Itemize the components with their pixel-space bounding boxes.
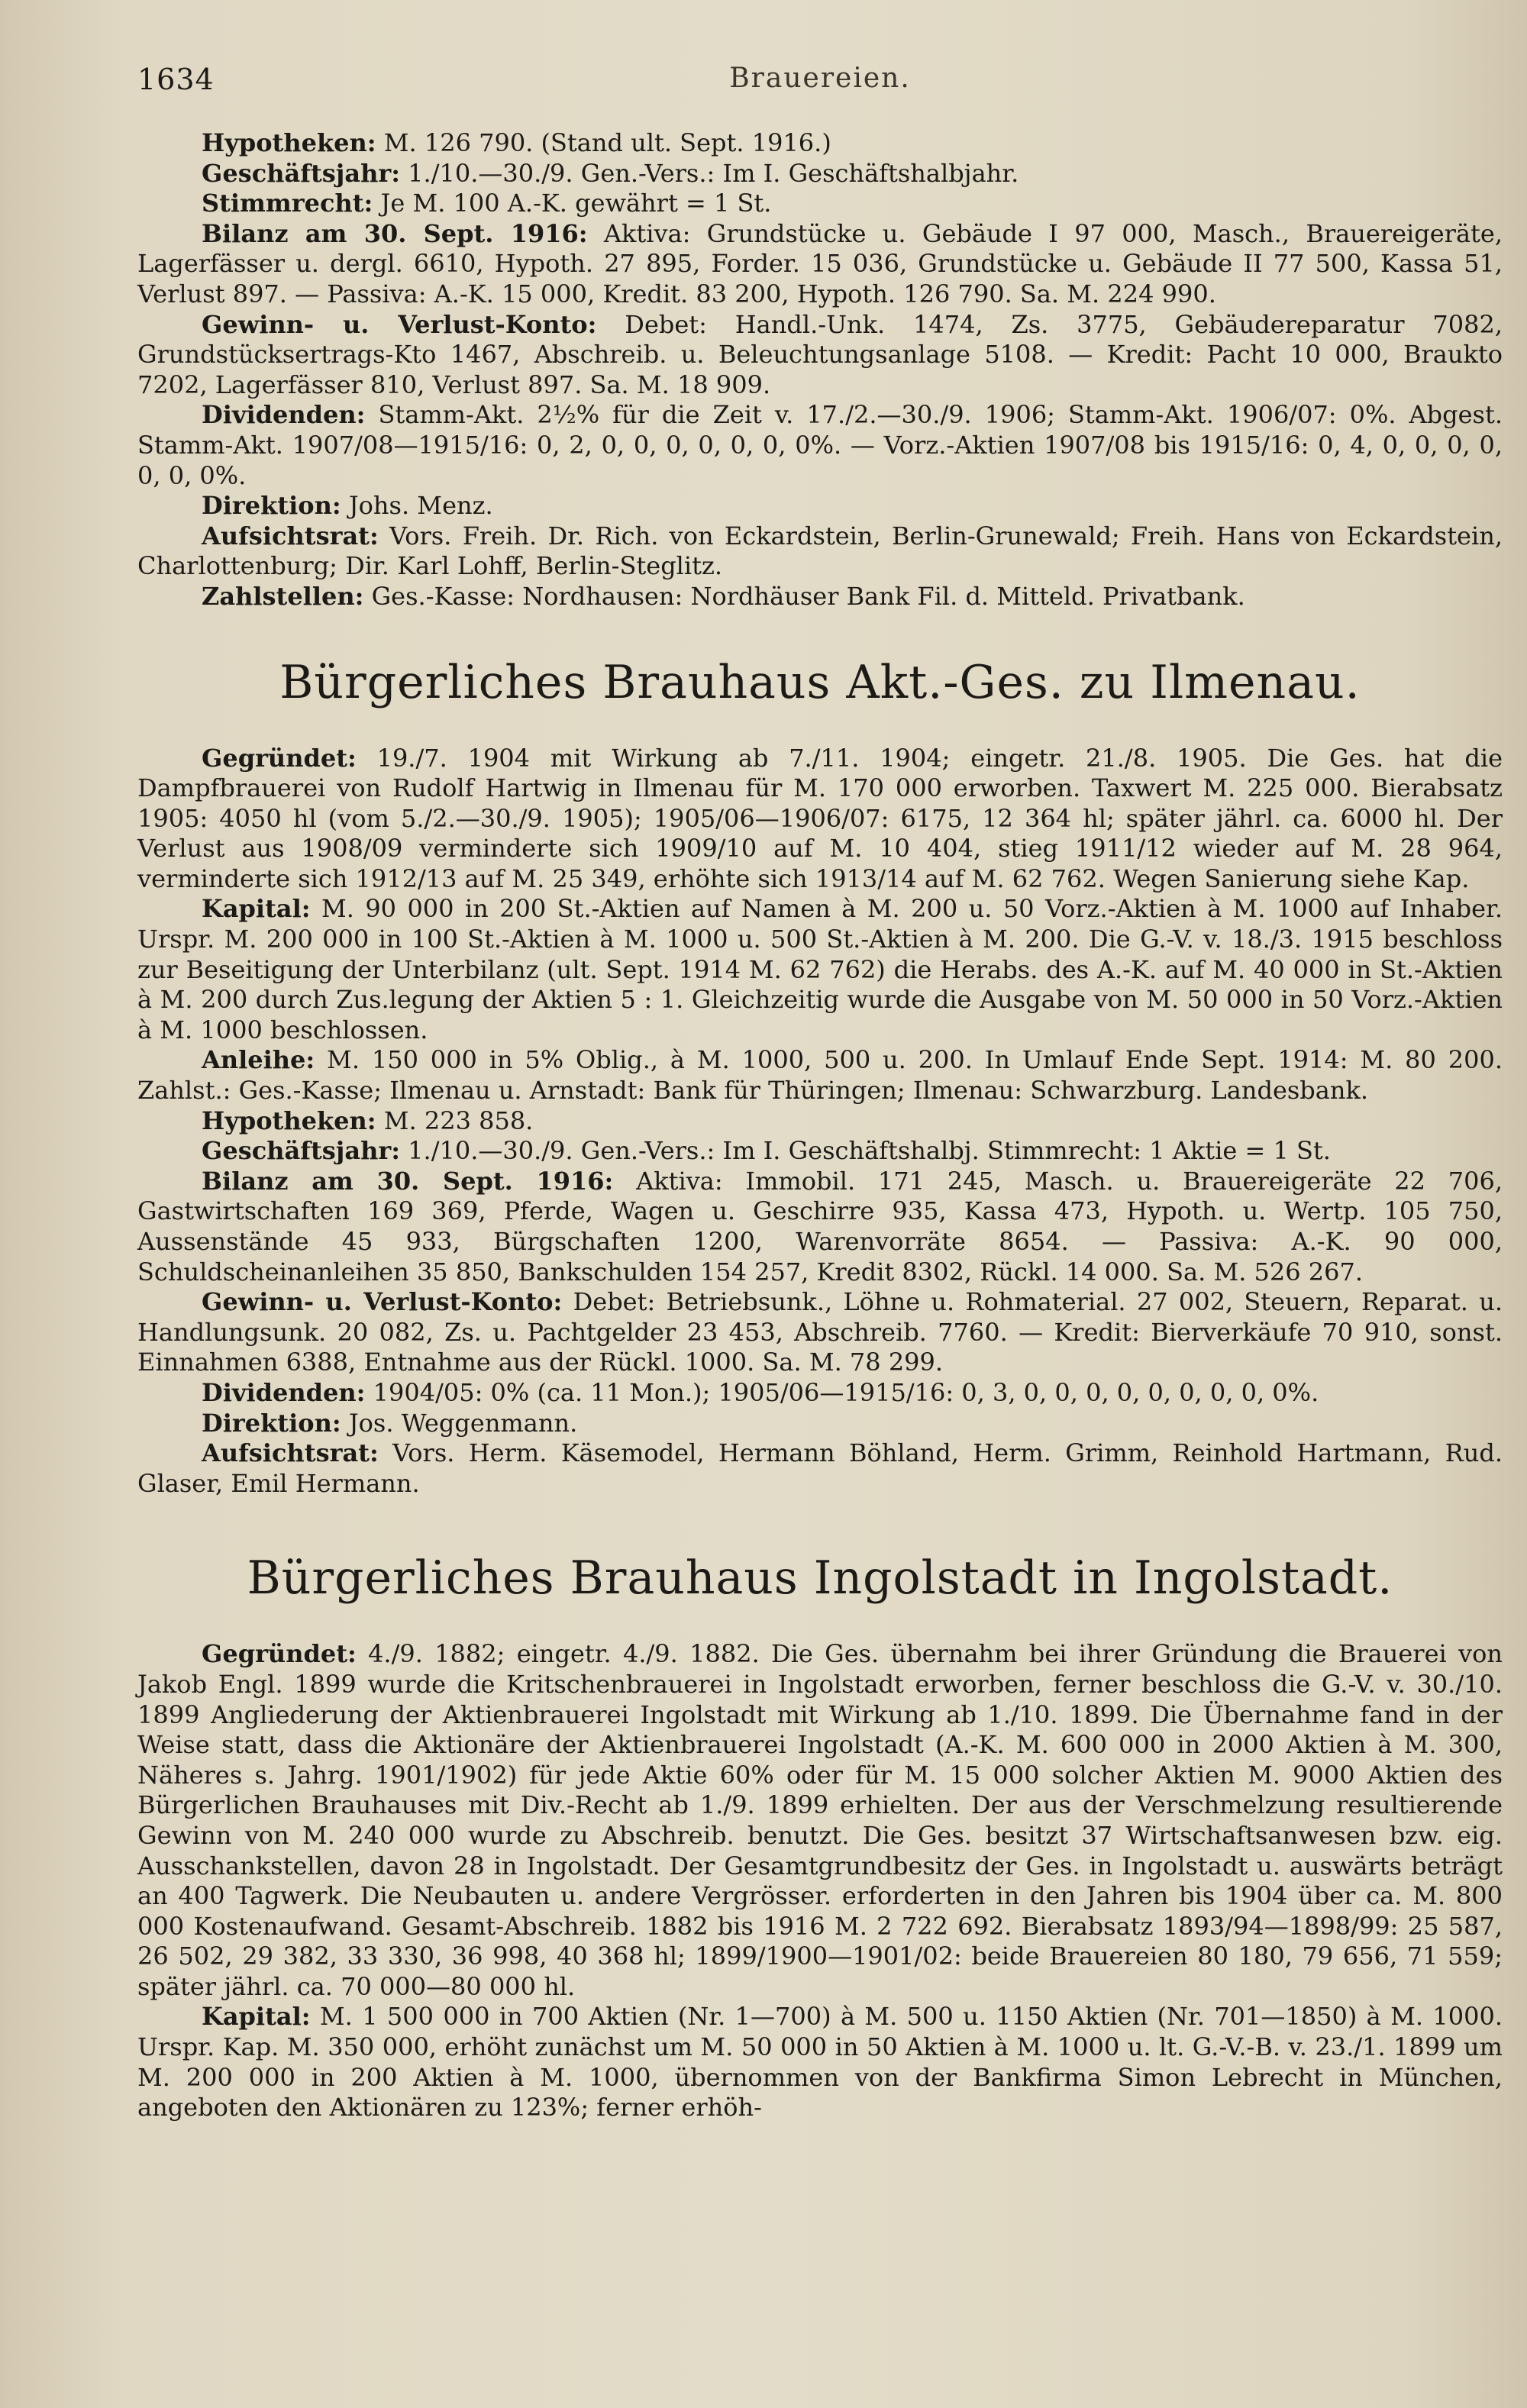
entry-kapital	[137, 2002, 1503, 2122]
section-company-ilmenau	[137, 652, 1503, 1499]
entry-label: Dividenden:	[202, 1377, 366, 1407]
entry-label: Geschäftsjahr:	[202, 158, 400, 188]
entry-geschaeftsjahr	[137, 159, 1503, 189]
entry-dividenden	[137, 400, 1503, 491]
company-title-ingolstadt: Bürgerliches Brauhaus Ingolstadt in Ingolstadt.	[247, 1551, 1393, 1606]
entry-label: Direktion:	[202, 491, 341, 521]
entry-hypotheken	[137, 128, 1503, 159]
entry-gegruendet	[137, 1639, 1503, 2002]
entry-text: Jos. Weggenmann.	[341, 1408, 578, 1438]
entry-label: Dividenden:	[202, 400, 366, 430]
entry-label: Hypotheken:	[202, 128, 376, 157]
running-header	[137, 63, 1503, 116]
entry-text: Ges.-Kasse: Nordhausen: Nordhäuser Bank Fil. d. Mitteld. Privatbank.	[363, 581, 1245, 611]
entry-aufsichtsrat	[137, 1438, 1503, 1499]
entry-label: Bilanz am 30. Sept. 1916:	[202, 1166, 614, 1196]
entry-text: Debet: Handl.-Unk. 1474, Zs. 3775, Gebäudereparatur 7082, Grundstücksertrags-Kto 1467, Abschreib. u. Beleuchtungsanlage 5108. — Kredit: Pacht 10 000, Braukto 7202, Lagerfässer 810, Verlust 897. Sa. M. 18 909.	[137, 309, 1503, 399]
entry-text: 1./10.—30./9. Gen.-Vers.: Im I. Geschäftshalbj. Stimmrecht: 1 Aktie = 1 St.	[400, 1136, 1331, 1166]
company-title-ilmenau: Bürgerliches Brauhaus Akt.-Ges. zu Ilmenau.	[279, 655, 1361, 709]
section-company-ingolstadt	[137, 1548, 1503, 2123]
entry-text: Vors. Freih. Dr. Rich. von Eckardstein, Berlin-Grunewald; Freih. Hans von Eckardstein, Charlottenburg; Dir. Karl Lohff, Berlin-Steglitz.	[137, 521, 1503, 581]
entry-label: Kapital:	[202, 894, 311, 924]
entry-bilanz	[137, 1167, 1503, 1287]
running-title: Brauereien.	[729, 63, 911, 94]
entry-text: M. 90 000 in 200 St.-Aktien auf Namen à M. 200 u. 50 Vorz.-Aktien à M. 1000 auf Inhaber. Urspr. M. 200 000 in 100 St.-Aktien à M. 1000 u. 500 St.-Aktien à M. 200. Die G.-V. v. 18./3. 1915 beschloss zur Beseitigung der Unterbilanz (ult. Sept. 1914 M. 62 762) die Herabs. des A.-K. auf M. 40 000 in St.-Aktien à M. 200 durch Zus.legung der Aktien 5 : 1. Gleichzeitig wurde die Ausgabe von M. 50 000 in 50 Vorz.-Aktien à M. 1000 beschlossen.	[137, 894, 1503, 1044]
entry-label: Gewinn- u. Verlust-Konto:	[202, 1287, 563, 1317]
entry-text: Vors. Herm. Käsemodel, Hermann Böhland, Herm. Grimm, Reinhold Hartmann, Rud. Glaser, Emil Hermann.	[137, 1438, 1503, 1498]
entry-text: Je M. 100 A.-K. gewährt = 1 St.	[373, 189, 772, 218]
entry-label: Aufsichtsrat:	[202, 521, 379, 550]
page-number: 1634	[137, 63, 215, 96]
entry-gewinn-verlust	[137, 1287, 1503, 1378]
entry-label: Gegründet:	[202, 743, 357, 773]
entry-label: Hypotheken:	[202, 1106, 376, 1135]
entry-text: M. 150 000 in 5% Oblig., à M. 1000, 500 u. 200. In Umlauf Ende Sept. 1914: M. 80 200. Zahlst.: Ges.-Kasse; Ilmenau u. Arnstadt: Bank für Thüringen; Ilmenau: Schwarzburg. Landesbank.	[137, 1045, 1503, 1106]
entry-text: M. 126 790. (Stand ult. Sept. 1916.)	[376, 128, 831, 157]
entry-geschaeftsjahr	[137, 1136, 1503, 1167]
entry-bilanz	[137, 219, 1503, 310]
entry-text: Stamm-Akt. 2½% für die Zeit v. 17./2.—30./9. 1906; Stamm-Akt. 1906/07: 0%. Abgest. Stamm-Akt. 1907/08—1915/16: 0, 2, 0, 0, 0, 0, 0, 0, 0%. — Vorz.-Aktien 1907/08 bis 1915/16: 0, 4, 0, 0, 0, 0, 0, 0, 0%.	[137, 400, 1503, 490]
entry-text: M. 1 500 000 in 700 Aktien (Nr. 1—700) à M. 500 u. 1150 Aktien (Nr. 701—1850) à M. 1000. Urspr. Kap. M. 350 000, erhöht zunächst um M. 50 000 in 50 Aktien à M. 1000 u. lt. G.-V.-B. v. 23./1. 1899 um M. 200 000 in 200 Aktien à M. 1000, übernommen von der Bankfirma Simon Lebrecht in München, angeboten den Aktionären zu 123%; ferner erhöh-	[137, 2002, 1503, 2122]
entry-anleihe	[137, 1045, 1503, 1106]
entry-stimmrecht	[137, 189, 1503, 219]
entry-label: Direktion:	[202, 1408, 341, 1438]
entry-text: 19./7. 1904 mit Wirkung ab 7./11. 1904; eingetr. 21./8. 1905. Die Ges. hat die Dampfbrauerei von Rudolf Hartwig in Ilmenau für M. 170 000 erworben. Taxwert M. 225 000. Bierabsatz 1905: 4050 hl (vom 5./2.—30./9. 1905); 1905/06—1906/07: 6175, 12 364 hl; später jährl. ca. 6000 hl. Der Verlust aus 1908/09 verminderte sich 1909/10 auf M. 10 404, stieg 1911/12 wieder auf M. 28 964, verminderte sich 1912/13 auf M. 25 349, erhöhte sich 1913/14 auf M. 62 762. Wegen Sanierung siehe Kap.	[137, 743, 1503, 893]
entry-label: Bilanz am 30. Sept. 1916:	[202, 218, 588, 248]
entry-text: Debet: Betriebsunk., Löhne u. Rohmaterial. 27 002, Steuern, Reparat. u. Handlungsunk. 20 082, Zs. u. Pachtgelder 23 453, Abschreib. 7760. — Kredit: Bierverkäufe 70 910, sonst. Einnahmen 6388, Entnahme aus der Rückl. 1000. Sa. M. 78 299.	[137, 1287, 1503, 1377]
entry-text: M. 223 858.	[376, 1106, 534, 1135]
entry-kapital	[137, 894, 1503, 1045]
entry-gewinn-verlust	[137, 310, 1503, 401]
entry-text: Johs. Menz.	[341, 491, 493, 521]
entry-zahlstellen	[137, 582, 1503, 612]
entry-text: Aktiva: Grundstücke u. Gebäude I 97 000, Masch., Brauereigeräte, Lagerfässer u. dergl. 6610, Hypoth. 27 895, Forder. 15 036, Grundstücke u. Gebäude II 77 500, Kassa 51, Verlust 897. — Passiva: A.-K. 15 000, Kredit. 83 200, Hypoth. 126 790. Sa. M. 224 990.	[137, 218, 1503, 308]
entry-label: Gewinn- u. Verlust-Konto:	[202, 309, 597, 339]
entry-direktion	[137, 1409, 1503, 1439]
entry-text: Aktiva: Immobil. 171 245, Masch. u. Brauereigeräte 22 706, Gastwirtschaften 169 369, Pferde, Wagen u. Geschirre 935, Kassa 473, Hypoth. u. Wertp. 105 750, Aussenstände 45 933, Bürgschaften 1200, Warenvorräte 8654. — Passiva: A.-K. 90 000, Schuldscheinanleihen 35 850, Bankschulden 154 257, Kredit 8302, Rückl. 14 000. Sa. M. 526 267.	[137, 1166, 1503, 1286]
entry-text: 1./10.—30./9. Gen.-Vers.: Im I. Geschäftshalbjahr.	[400, 158, 1019, 188]
entry-label: Geschäftsjahr:	[202, 1136, 400, 1166]
entry-label: Stimmrecht:	[202, 189, 373, 218]
entry-hypotheken	[137, 1106, 1503, 1137]
section-continued-entry	[137, 128, 1503, 612]
entry-label: Kapital:	[202, 2002, 311, 2032]
entry-text: 4./9. 1882; eingetr. 4./9. 1882. Die Ges. übernahm bei ihrer Gründung die Brauerei von Jakob Engl. 1899 wurde die Kritschenbrauerei in Ingolstadt erworben, ferner beschloss die G.-V. v. 30./10. 1899 Angliederung der Aktienbrauerei Ingolstadt mit Wirkung ab 1./10. 1899. Die Übernahme fand in der Weise statt, dass die Aktionäre der Aktienbrauerei Ingolstadt (A.-K. M. 600 000 in 2000 Aktien à M. 300, Näheres s. Jahrg. 1901/1902) für jede Aktie 60% oder für M. 15 000 solcher Aktien M. 9000 Aktien des Bürgerlichen Brauhauses mit Div.-Recht ab 1./9. 1899 erhielten. Der aus der Verschmelzung resultierende Gewinn von M. 240 000 wurde zu Abschreib. benutzt. Die Ges. besitzt 37 Wirtschaftsanwesen bzw. eig. Ausschankstellen, davon 28 in Ingolstadt. Der Gesamtgrundbesitz der Ges. in Ingolstadt u. auswärts beträgt an 400 Tagwerk. Die Neubauten u. andere Vergrösser. erforderten in den Jahren bis 1904 über ca. M. 800 000 Kostenaufwand. Gesamt-Abschreib. 1882 bis 1916 M. 2 722 692. Bierabsatz 1893/94—1898/99: 25 587, 26 502, 29 382, 33 330, 36 998, 40 368 hl; 1899/1900—1901/02: beide Brauereien 80 180, 79 656, 71 559; später jährl. ca. 70 000—80 000 hl.	[137, 1639, 1503, 2001]
entry-label: Zahlstellen:	[202, 581, 364, 611]
entry-label: Aufsichtsrat:	[202, 1438, 379, 1468]
entry-aufsichtsrat	[137, 521, 1503, 582]
entry-label: Gegründet:	[202, 1639, 357, 1669]
entry-text: 1904/05: 0% (ca. 11 Mon.); 1905/06—1915/16: 0, 3, 0, 0, 0, 0, 0, 0, 0, 0, 0%.	[365, 1377, 1319, 1407]
entry-gegruendet	[137, 744, 1503, 895]
entry-label: Anleihe:	[202, 1045, 315, 1075]
entry-dividenden	[137, 1378, 1503, 1409]
entry-direktion	[137, 491, 1503, 521]
